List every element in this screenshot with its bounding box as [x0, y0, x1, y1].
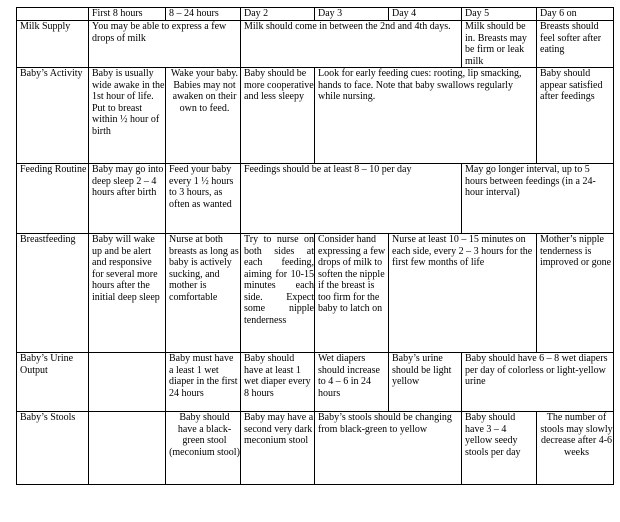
header-corner — [17, 8, 89, 21]
cell: Baby should have 6 – 8 wet diapers per day of colorless or light-yellow urine — [462, 353, 614, 412]
cell: Baby will wake up and be alert and responsive for several more hours after the initial deep sleep — [89, 234, 166, 353]
cell: Feed your baby every 1 ½ hours to 3 hours, as often as wanted — [166, 164, 241, 234]
cell: Wet diapers should increase to 4 – 6 in 24 hours — [315, 353, 389, 412]
header-first-8-hours: First 8 hours — [89, 8, 166, 21]
cell: Mother’s nipple tenderness is improved or gone — [537, 234, 614, 353]
cell: Baby should appear satisfied after feedings — [537, 68, 614, 164]
header-8-24-hours: 8 – 24 hours — [166, 8, 241, 21]
cell: Feedings should be at least 8 – 10 per day — [241, 164, 462, 234]
cell: May go longer interval, up to 5 hours between feedings (in a 24-hour interval) — [462, 164, 614, 234]
cell: You may be able to express a few drops of milk — [89, 21, 241, 68]
header-day-4: Day 4 — [389, 8, 462, 21]
row-feeding-routine — [17, 164, 614, 234]
row-milk-supply — [17, 21, 614, 68]
row-label: Breastfeeding — [17, 234, 89, 353]
row-babys-stools — [17, 412, 614, 485]
cell: Baby’s urine should be light yellow — [389, 353, 462, 412]
cell: Baby may go into deep sleep 2 – 4 hours after birth — [89, 164, 166, 234]
header-day-3: Day 3 — [315, 8, 389, 21]
cell: Nurse at both breasts as long as baby is actively sucking, and mother is comfortable — [166, 234, 241, 353]
cell: Wake your baby. Babies may not awaken on their own to feed. — [166, 68, 241, 164]
cell — [89, 353, 166, 412]
row-label: Baby’s Stools — [17, 412, 89, 485]
row-label: Milk Supply — [17, 21, 89, 68]
header-day-2: Day 2 — [241, 8, 315, 21]
cell — [89, 412, 166, 485]
cell: Look for early feeding cues: rooting, lip smacking, hands to face. Note that baby swallows regularly while nursing. — [315, 68, 537, 164]
header-row — [17, 8, 614, 21]
breastfeeding-timeline-table — [16, 7, 614, 485]
cell: Baby must have a least 1 wet diaper in the first 24 hours — [166, 353, 241, 412]
row-label: Baby’s Activity — [17, 68, 89, 164]
cell: Baby is usually wide awake in the 1st hour of life. Put to breast within ½ hour of birth — [89, 68, 166, 164]
row-babys-urine-output — [17, 353, 614, 412]
cell: Nurse at least 10 – 15 minutes on each side, every 2 – 3 hours for the first few months of life — [389, 234, 537, 353]
row-label: Feeding Routine — [17, 164, 89, 234]
cell: Baby should have a black-green stool (meconium stool) — [166, 412, 241, 485]
cell: Milk should come in between the 2nd and 4th days. — [241, 21, 462, 68]
row-label: Baby’s Urine Output — [17, 353, 89, 412]
row-babys-activity — [17, 68, 614, 164]
cell: Milk should be in. Breasts may be firm or leak milk — [462, 21, 537, 68]
cell: Baby should have 3 – 4 yellow seedy stools per day — [462, 412, 537, 485]
row-breastfeeding — [17, 234, 614, 353]
cell: The number of stools may slowly decrease after 4-6 weeks — [537, 412, 614, 485]
header-day-6-on: Day 6 on — [537, 8, 614, 21]
header-day-5: Day 5 — [462, 8, 537, 21]
cell: Baby’s stools should be changing from black-green to yellow — [315, 412, 462, 485]
cell: Baby should be more cooperative and less sleepy — [241, 68, 315, 164]
cell: Try to nurse on both sides at each feeding, aiming for 10-15 minutes each side. Expect some nipple tenderness — [241, 234, 315, 353]
cell: Consider hand expressing a few drops of milk to soften the nipple if the breast is too firm for the baby to latch on — [315, 234, 389, 353]
cell: Breasts should feel softer after eating — [537, 21, 614, 68]
cell: Baby should have at least 1 wet diaper every 8 hours — [241, 353, 315, 412]
cell: Baby may have a second very dark meconium stool — [241, 412, 315, 485]
